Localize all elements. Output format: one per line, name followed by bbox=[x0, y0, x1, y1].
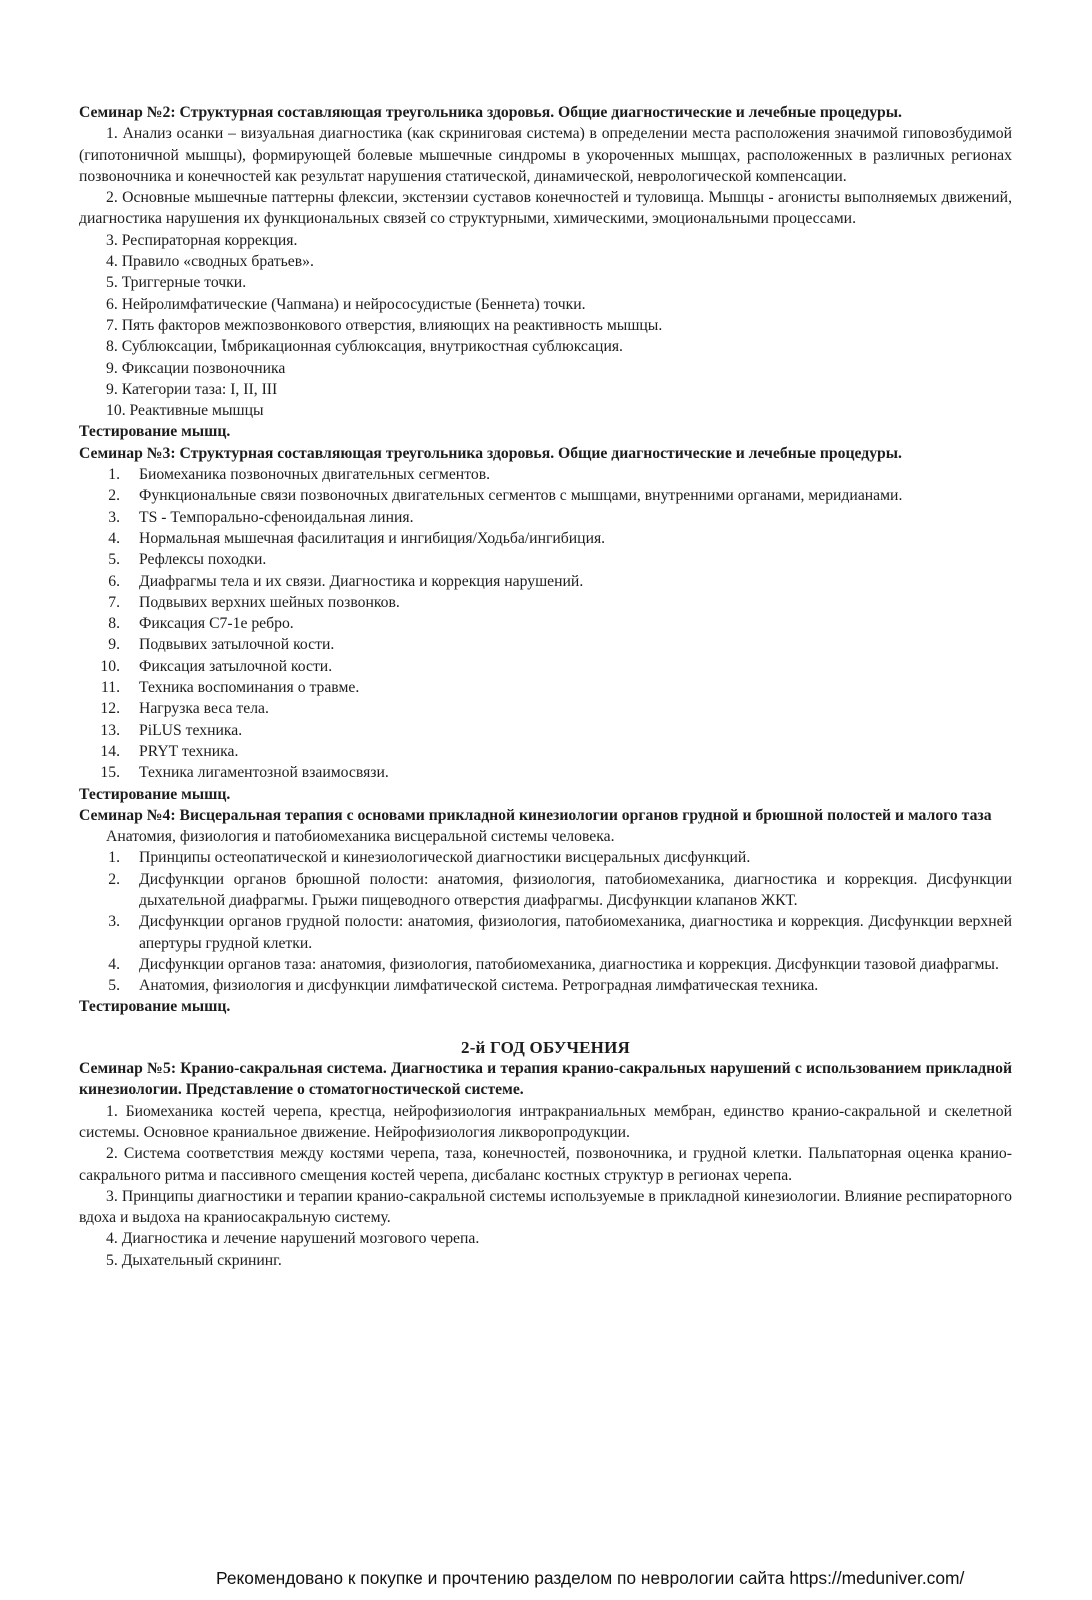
seminar-4-intro: Анатомия, физиология и патобиомеханика висцеральной системы человека. bbox=[106, 828, 615, 846]
item-text: Дисфункции органов брюшной полости: анатомия, физиология, патобиомеханика, диагностика и коррекция. Дисфункции дыхательной диафрагмы. Грыжи пищеводного отверстия диафрагмы. Дисфункции клапанов ЖКТ. bbox=[139, 870, 1012, 909]
seminar-4-item bbox=[79, 847, 1012, 868]
item-number: 15. bbox=[100, 764, 120, 782]
seminar-3-item bbox=[79, 549, 1012, 570]
seminar-2-item: 5. Триггерные точки. bbox=[106, 274, 247, 292]
item-number: 11. bbox=[100, 679, 120, 697]
seminar-2-item: 7. Пять факторов межпозвонкового отверстия, влияющих на реактивность мышцы. bbox=[106, 316, 663, 334]
item-number: 6. bbox=[108, 572, 120, 590]
seminar-5-paragraph-3: 3. Принципы диагностики и терапии кранио-сакральной системы используемые в прикладной кинезиологии. Влияние респираторного вдоха и выдоха на краниосакральную систему. bbox=[79, 1187, 1012, 1227]
item-text: Техника воспоминания о травме. bbox=[139, 679, 360, 697]
seminar-3-item bbox=[79, 464, 1012, 485]
item-text: Подвывих верхних шейных позвонков. bbox=[139, 593, 400, 611]
item-text: Нормальная мышечная фасилитация и ингибиция/Ходьба/ингибиция. bbox=[139, 529, 606, 547]
seminar-2-item: 9. Категории таза: I, II, III bbox=[106, 380, 278, 398]
seminar-3-item bbox=[79, 741, 1012, 762]
seminar-3-item bbox=[79, 720, 1012, 741]
item-text: Диафрагмы тела и их связи. Диагностика и коррекция нарушений. bbox=[139, 572, 584, 590]
item-number: 3. bbox=[108, 913, 120, 931]
seminar-3-item bbox=[79, 677, 1012, 698]
item-number: 14. bbox=[100, 742, 120, 760]
seminar-3-item bbox=[79, 485, 1012, 506]
seminar-2-item: 8. Сублюксации, Ꙇмбрикационная сублюксация, внутрикостная сублюксация. bbox=[106, 338, 623, 356]
seminar-2-item: 4. Правило «сводных братьев». bbox=[106, 253, 314, 271]
seminar-2-item: 10. Реактивные мышцы bbox=[106, 402, 264, 420]
item-number: 9. bbox=[108, 636, 120, 654]
seminar-2-item: 9. Фиксации позвоночника bbox=[106, 359, 286, 377]
item-text: Дисфункции органов грудной полости: анатомия, физиология, патобиомеханика, диагностика и коррекция. Дисфункции верхней апертуры грудной клетки. bbox=[139, 913, 1012, 952]
seminar-2-paragraph-2: 2. Основные мышечные паттерны флексии, экстензии суставов конечностей и туловища. Мышцы - агонисты выполняемых движений, диагностика нарушения их функциональных связей со структурными, химическими, эмоциональными процессами. bbox=[79, 189, 1012, 228]
seminar-2-title: Семинар №2: Структурная составляющая треугольника здоровья. Общие диагностические и лечебные процедуры. bbox=[79, 104, 902, 121]
seminar-4-testing: Тестирование мышц. bbox=[79, 998, 231, 1016]
seminar-3-item bbox=[79, 507, 1012, 528]
item-text: Принципы остеопатической и кинезиологической диагностики висцеральных дисфункций. bbox=[139, 849, 751, 867]
seminar-3-item bbox=[79, 528, 1012, 549]
item-text: PRYT техника. bbox=[139, 742, 239, 760]
seminar-3-item bbox=[79, 592, 1012, 613]
item-text: Фиксация затылочной кости. bbox=[139, 657, 333, 675]
item-text: Фиксация С7-1е ребро. bbox=[139, 615, 294, 633]
seminar-3-testing: Тестирование мышц. bbox=[79, 785, 231, 803]
seminar-4-item bbox=[79, 869, 1012, 912]
item-text: Рефлексы походки. bbox=[139, 551, 267, 569]
seminar-3-item bbox=[79, 613, 1012, 634]
item-text: Нагрузка веса тела. bbox=[139, 700, 269, 718]
item-number: 1. bbox=[108, 849, 120, 867]
seminar-2-testing: Тестирование мышц. bbox=[79, 423, 231, 441]
seminar-5-item: 4. Диагностика и лечение нарушений мозгового черепа. bbox=[106, 1230, 480, 1248]
item-number: 2. bbox=[108, 870, 120, 888]
seminar-5-paragraph-2: 2. Система соответствия между костями черепа, таза, конечностей, позвоночника, и грудной клетки. Пальпаторная оценка кранио-сакрального ритма и пассивного смещения костей черепа, дисбаланс костных структур в регионах черепа. bbox=[79, 1145, 1012, 1184]
item-number: 4. bbox=[108, 529, 120, 547]
footer-recommendation: Рекомендовано к покупке и прочтению разделом по неврологии сайта https://meduniver.com/ bbox=[216, 1568, 965, 1588]
seminar-3-title: Семинар №3: Структурная составляющая треугольника здоровья. Общие диагностические и лечебные процедуры. bbox=[79, 444, 902, 462]
seminar-3-item bbox=[79, 762, 1012, 783]
seminar-2-item: 3. Респираторная коррекция. bbox=[106, 231, 298, 249]
item-text: Анатомия, физиология и дисфункции лимфатической система. Ретроградная лимфатическая техника. bbox=[139, 977, 819, 995]
seminar-3-item bbox=[79, 656, 1012, 677]
seminar-4-item bbox=[79, 954, 1012, 975]
seminar-5-item: 5. Дыхательный скрининг. bbox=[106, 1251, 282, 1269]
seminar-4-item bbox=[79, 911, 1012, 954]
item-text: Биомеханика позвоночных двигательных сегментов. bbox=[139, 466, 491, 484]
seminar-4-item bbox=[79, 975, 1012, 996]
item-text: TS - Темпорально-сфеноидальная линия. bbox=[139, 508, 414, 526]
item-text: Функциональные связи позвоночных двигательных сегментов с мышцами, внутренними органами, меридианами. bbox=[139, 487, 903, 505]
item-text: Подвывих затылочной кости. bbox=[139, 636, 335, 654]
item-text: PiLUS техника. bbox=[139, 721, 243, 739]
item-number: 1. bbox=[108, 466, 120, 484]
item-number: 5. bbox=[108, 977, 120, 995]
seminar-5-paragraph-1: 1. Биомеханика костей черепа, крестца, нейрофизиология интракраниальных мембран, единство кранио-сакральной и скелетной системы. Основное краниальное движение. Нейрофизиология ликворопродукции. bbox=[79, 1102, 1012, 1141]
seminar-2-paragraph-1: 1. Анализ осанки – визуальная диагностика (как скриниговая система) в определении места расположения значимой гиповозбудимой (гипотоничной мышцы), формирующей болевые мышечные синдромы в укороченных мышцах, расположенных в различных регионах позвоночника и конечностей как результат нарушения статической, динамической, неврологической компенсации. bbox=[79, 125, 1012, 185]
seminar-5-title: Семинар №5: Кранио-сакральная система. Диагностика и терапия кранио-сакральных нарушений с использованием прикладной кинезиологии. Представление о стоматогностической системе. bbox=[79, 1060, 1012, 1099]
item-number: 7. bbox=[108, 593, 120, 611]
item-number: 3. bbox=[108, 508, 120, 526]
seminar-4-title: Семинар №4: Висцеральная терапия с основами прикладной кинезиологии органов грудной и брюшной полостей и малого таза bbox=[79, 806, 992, 824]
seminar-2-item: 6. Нейролимфатические (Чапмана) и нейрососудистые (Беннета) точки. bbox=[106, 295, 586, 313]
seminar-3-item bbox=[79, 634, 1012, 655]
seminar-3-item bbox=[79, 571, 1012, 592]
item-number: 5. bbox=[108, 551, 120, 569]
item-text: Дисфункции органов таза: анатомия, физиология, патобиомеханика, диагностика и коррекция. Дисфункции тазовой диафрагмы. bbox=[139, 955, 999, 973]
item-text: Техника лигаментозной взаимосвязи. bbox=[139, 764, 389, 782]
item-number: 8. bbox=[108, 615, 120, 633]
item-number: 12. bbox=[100, 700, 120, 718]
item-number: 10. bbox=[100, 657, 120, 675]
item-number: 13. bbox=[100, 721, 120, 739]
item-number: 2. bbox=[108, 487, 120, 505]
seminar-3-item bbox=[79, 698, 1012, 719]
item-number: 4. bbox=[108, 955, 120, 973]
year-heading: 2-й ГОД ОБУЧЕНИЯ bbox=[461, 1037, 630, 1057]
document-body bbox=[79, 102, 1012, 1271]
